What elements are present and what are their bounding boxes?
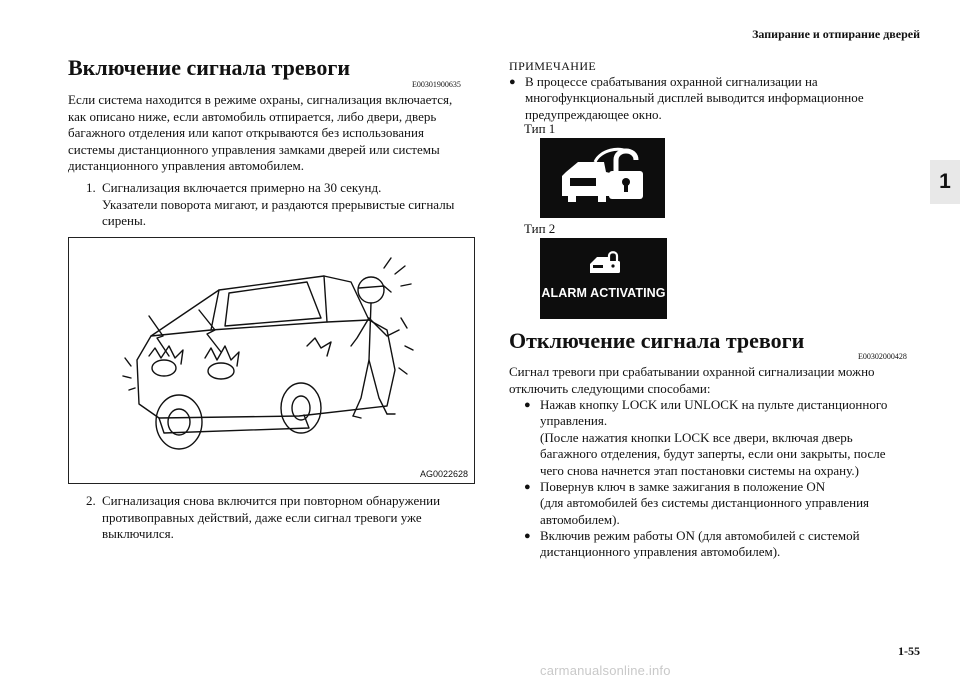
alarm-activating-text: ALARM ACTIVATING [541, 286, 666, 300]
note-bullet: ● В процессе срабатывания охранной сигнализации на многофункциональный дисплей выводится информационное предупреждающее окно. [509, 74, 864, 122]
car-lock-icon [540, 138, 665, 218]
section-code-2: E00302000428 [858, 352, 907, 361]
intro-paragraph: Если система находится в режиме охраны, сигнализация включается, как описано ниже, если автомобиль отпирается, либо двери, дверь багажного отделения или капот открываются без использования системы дистанционного управления замками дверей или системы дистанционного управления автомобилем. [68, 92, 453, 174]
section-code: E00301900635 [412, 80, 461, 89]
chapter-tab: 1 [930, 160, 960, 204]
bullet-on-mode: ● Включив режим работы ON (для автомобилей с системой дистанционного управления автомобилем). [524, 528, 860, 560]
car-illustration [69, 238, 474, 483]
type1-label: Тип 1 [524, 121, 556, 136]
car-lock-icon-small [540, 238, 667, 319]
list-item-1: 1. Сигнализация включается примерно на 30 секунд. Указатели поворота мигают, и раздаются прерывистые сигналы сирены. [86, 180, 455, 229]
running-header: Запирание и отпирание дверей [752, 27, 920, 41]
watermark: carmanualsonline.info [540, 663, 671, 678]
note-title: ПРИМЕЧАНИЕ [509, 59, 597, 73]
type2-label: Тип 2 [524, 221, 556, 236]
bullet-lock-unlock: ● Нажав кнопку LOCK или UNLOCK на пульте дистанционного управления. (После нажатия кнопки LOCK все двери, включая дверь багажного отделения, будут заперты, если они закрыты, после чего снова начнется этап постановки системы на охрану.) [524, 397, 888, 478]
list-item-2: 2. Сигнализация снова включится при повторном обнаружении противоправных действий, даже если сигнал тревоги уже выключился. [86, 493, 441, 542]
figure-id: AG0022628 [419, 469, 468, 479]
bullet-ignition-key: ● Повернув ключ в замке зажигания в положение ON (для автомобилей без системы дистанционного управления автомобилем). [524, 479, 870, 527]
deactivation-intro: Сигнал тревоги при срабатывании охранной сигнализации можно отключить следующими способами: [509, 364, 875, 396]
heading-alarm-deactivation: Отключение сигнала тревоги [509, 328, 805, 353]
page-number: 1-55 [898, 644, 920, 658]
heading-alarm-activation: Включение сигнала тревоги [68, 55, 351, 80]
type1-display [540, 138, 665, 218]
car-alarm-illustration [68, 237, 475, 484]
type2-display [540, 238, 667, 319]
